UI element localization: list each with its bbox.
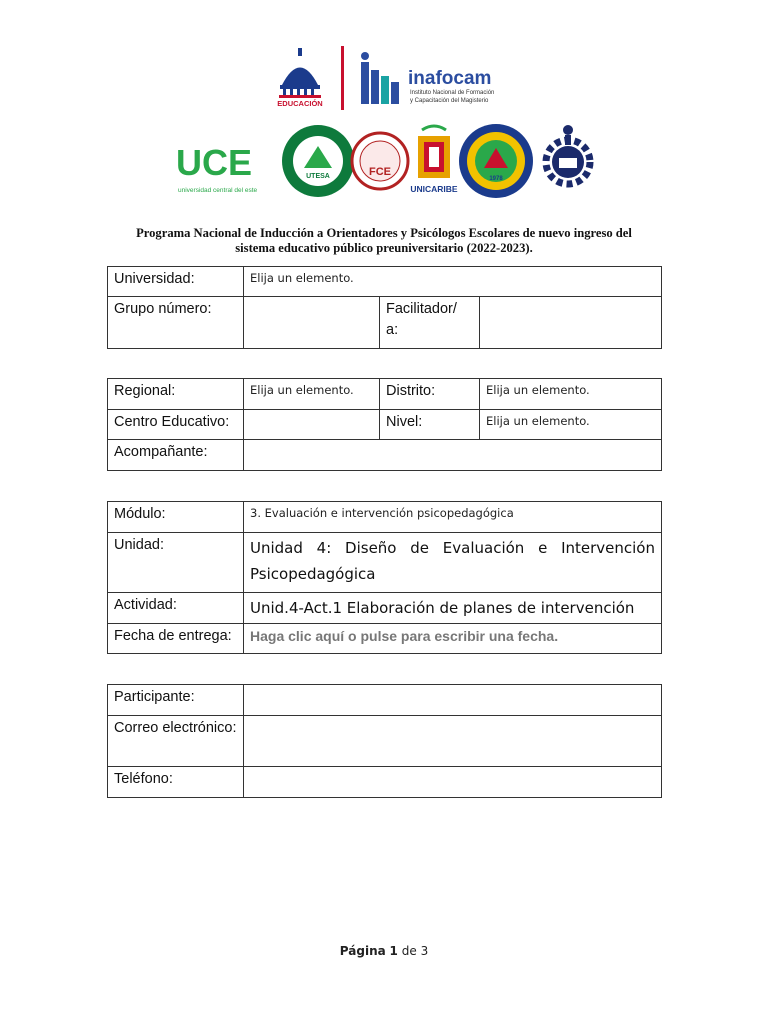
- modulo-dropdown[interactable]: [244, 502, 662, 533]
- correo-input[interactable]: [244, 716, 662, 767]
- logo-strip-top: [0, 40, 768, 116]
- telefono-label: Teléfono:: [114, 771, 173, 787]
- nivel-label-cell: [380, 410, 480, 440]
- unicaribe-label: UNICARIBE: [410, 184, 458, 194]
- grupo-label-cell: [108, 297, 244, 349]
- universidad-dropdown[interactable]: [244, 267, 662, 297]
- logo-divider: [341, 46, 344, 110]
- regional-dropdown[interactable]: [244, 379, 380, 410]
- universidad-value[interactable]: Elija un elemento.: [250, 271, 354, 285]
- header-logos: [0, 40, 768, 116]
- unidad-label-cell: [108, 533, 244, 593]
- regional-table: [107, 378, 662, 471]
- inafocam-name: inafocam: [408, 68, 492, 89]
- of-word: de: [401, 944, 417, 958]
- participant-table: [107, 684, 662, 798]
- facilitador-input[interactable]: [480, 297, 662, 349]
- correo-label-cell: [108, 716, 244, 767]
- unidad-label: Unidad:: [114, 537, 164, 553]
- fecha-label: Fecha de entrega:: [114, 628, 232, 644]
- fce-seal-icon: [352, 133, 408, 189]
- university-logos: [0, 120, 768, 204]
- university-table: [107, 266, 662, 349]
- module-table: [107, 501, 662, 654]
- distrito-label-cell: [380, 379, 480, 410]
- logo-strip-universities: [0, 120, 768, 204]
- actividad-field[interactable]: [244, 593, 662, 624]
- uce-subtitle: universidad central del este: [178, 187, 258, 194]
- participante-label: Participante:: [114, 689, 195, 705]
- page-word: Página: [339, 944, 386, 958]
- inafocam-bars-icon: [361, 52, 399, 104]
- correo-label: Correo electrónico:: [114, 720, 237, 736]
- modulo-label-cell: [108, 502, 244, 533]
- page-number: 1: [389, 944, 398, 958]
- unicaribe-logo-icon: [410, 126, 458, 194]
- program-title: Programa Nacional de Inducción a Orientadores y Psicólogos Escolares de nuevo ingreso del sistema educativo público preuniversitario (2022-2023).: [136, 226, 632, 255]
- educacion-label: EDUCACIÓN: [277, 99, 323, 108]
- regional-label-cell: [108, 379, 244, 410]
- distrito-label: Distrito:: [386, 383, 436, 399]
- utecis-seal-icon: [459, 124, 533, 198]
- acompanante-label: Acompañante:: [114, 444, 208, 460]
- actividad-label-cell: [108, 593, 244, 624]
- telefono-label-cell: [108, 767, 244, 798]
- acompanante-label-cell: [108, 440, 244, 471]
- modulo-value[interactable]: 3. Evaluación e intervención psicopedagógica: [250, 506, 514, 520]
- utesa-seal-icon: [282, 125, 354, 197]
- utecis-year: 1978: [489, 176, 503, 182]
- centro-label-cell: [108, 410, 244, 440]
- unidad-value[interactable]: Unidad 4: Diseño de Evaluación e Intervención Psicopedagógica: [250, 539, 655, 583]
- nivel-label: Nivel:: [386, 414, 423, 430]
- page-footer: [0, 944, 768, 958]
- fecha-label-cell: [108, 624, 244, 654]
- telefono-input[interactable]: [244, 767, 662, 798]
- grupo-input[interactable]: [244, 297, 380, 349]
- regional-value[interactable]: Elija un elemento.: [250, 383, 354, 397]
- educacion-dome-icon: [279, 48, 321, 98]
- participante-input[interactable]: [244, 685, 662, 716]
- facilitador-label: Facilitador/ a:: [386, 301, 457, 338]
- page-total: 3: [420, 944, 429, 958]
- actividad-value[interactable]: Unid.4-Act.1 Elaboración de planes de intervención: [250, 599, 635, 617]
- fce-label: FCE: [369, 166, 391, 178]
- centro-input[interactable]: [244, 410, 380, 440]
- nivel-dropdown[interactable]: [480, 410, 662, 440]
- modulo-label: Módulo:: [114, 506, 166, 522]
- uce-logo-text: UCE: [176, 142, 253, 183]
- inafocam-subtitle-2: y Capacitación del Magisterio: [410, 98, 489, 104]
- regional-label: Regional:: [114, 383, 176, 399]
- universidad-label-cell: [108, 267, 244, 297]
- grupo-label: Grupo número:: [114, 301, 212, 317]
- actividad-label: Actividad:: [114, 597, 177, 613]
- distrito-value[interactable]: Elija un elemento.: [486, 383, 590, 397]
- universidad-label: Universidad:: [114, 271, 195, 287]
- facilitador-label-cell: [380, 297, 480, 349]
- acompanante-input[interactable]: [244, 440, 662, 471]
- participante-label-cell: [108, 685, 244, 716]
- fecha-date-picker[interactable]: [244, 624, 662, 654]
- centro-label: Centro Educativo:: [114, 414, 230, 430]
- utesa-label: UTESA: [306, 173, 330, 180]
- inafocam-subtitle-1: Instituto Nacional de Formación: [410, 90, 495, 96]
- gear-book-icon: [546, 125, 590, 184]
- unidad-field[interactable]: [244, 533, 662, 593]
- distrito-dropdown[interactable]: [480, 379, 662, 410]
- fecha-placeholder[interactable]: Haga clic aquí o pulse para escribir una fecha.: [250, 628, 559, 644]
- nivel-value[interactable]: Elija un elemento.: [486, 414, 590, 428]
